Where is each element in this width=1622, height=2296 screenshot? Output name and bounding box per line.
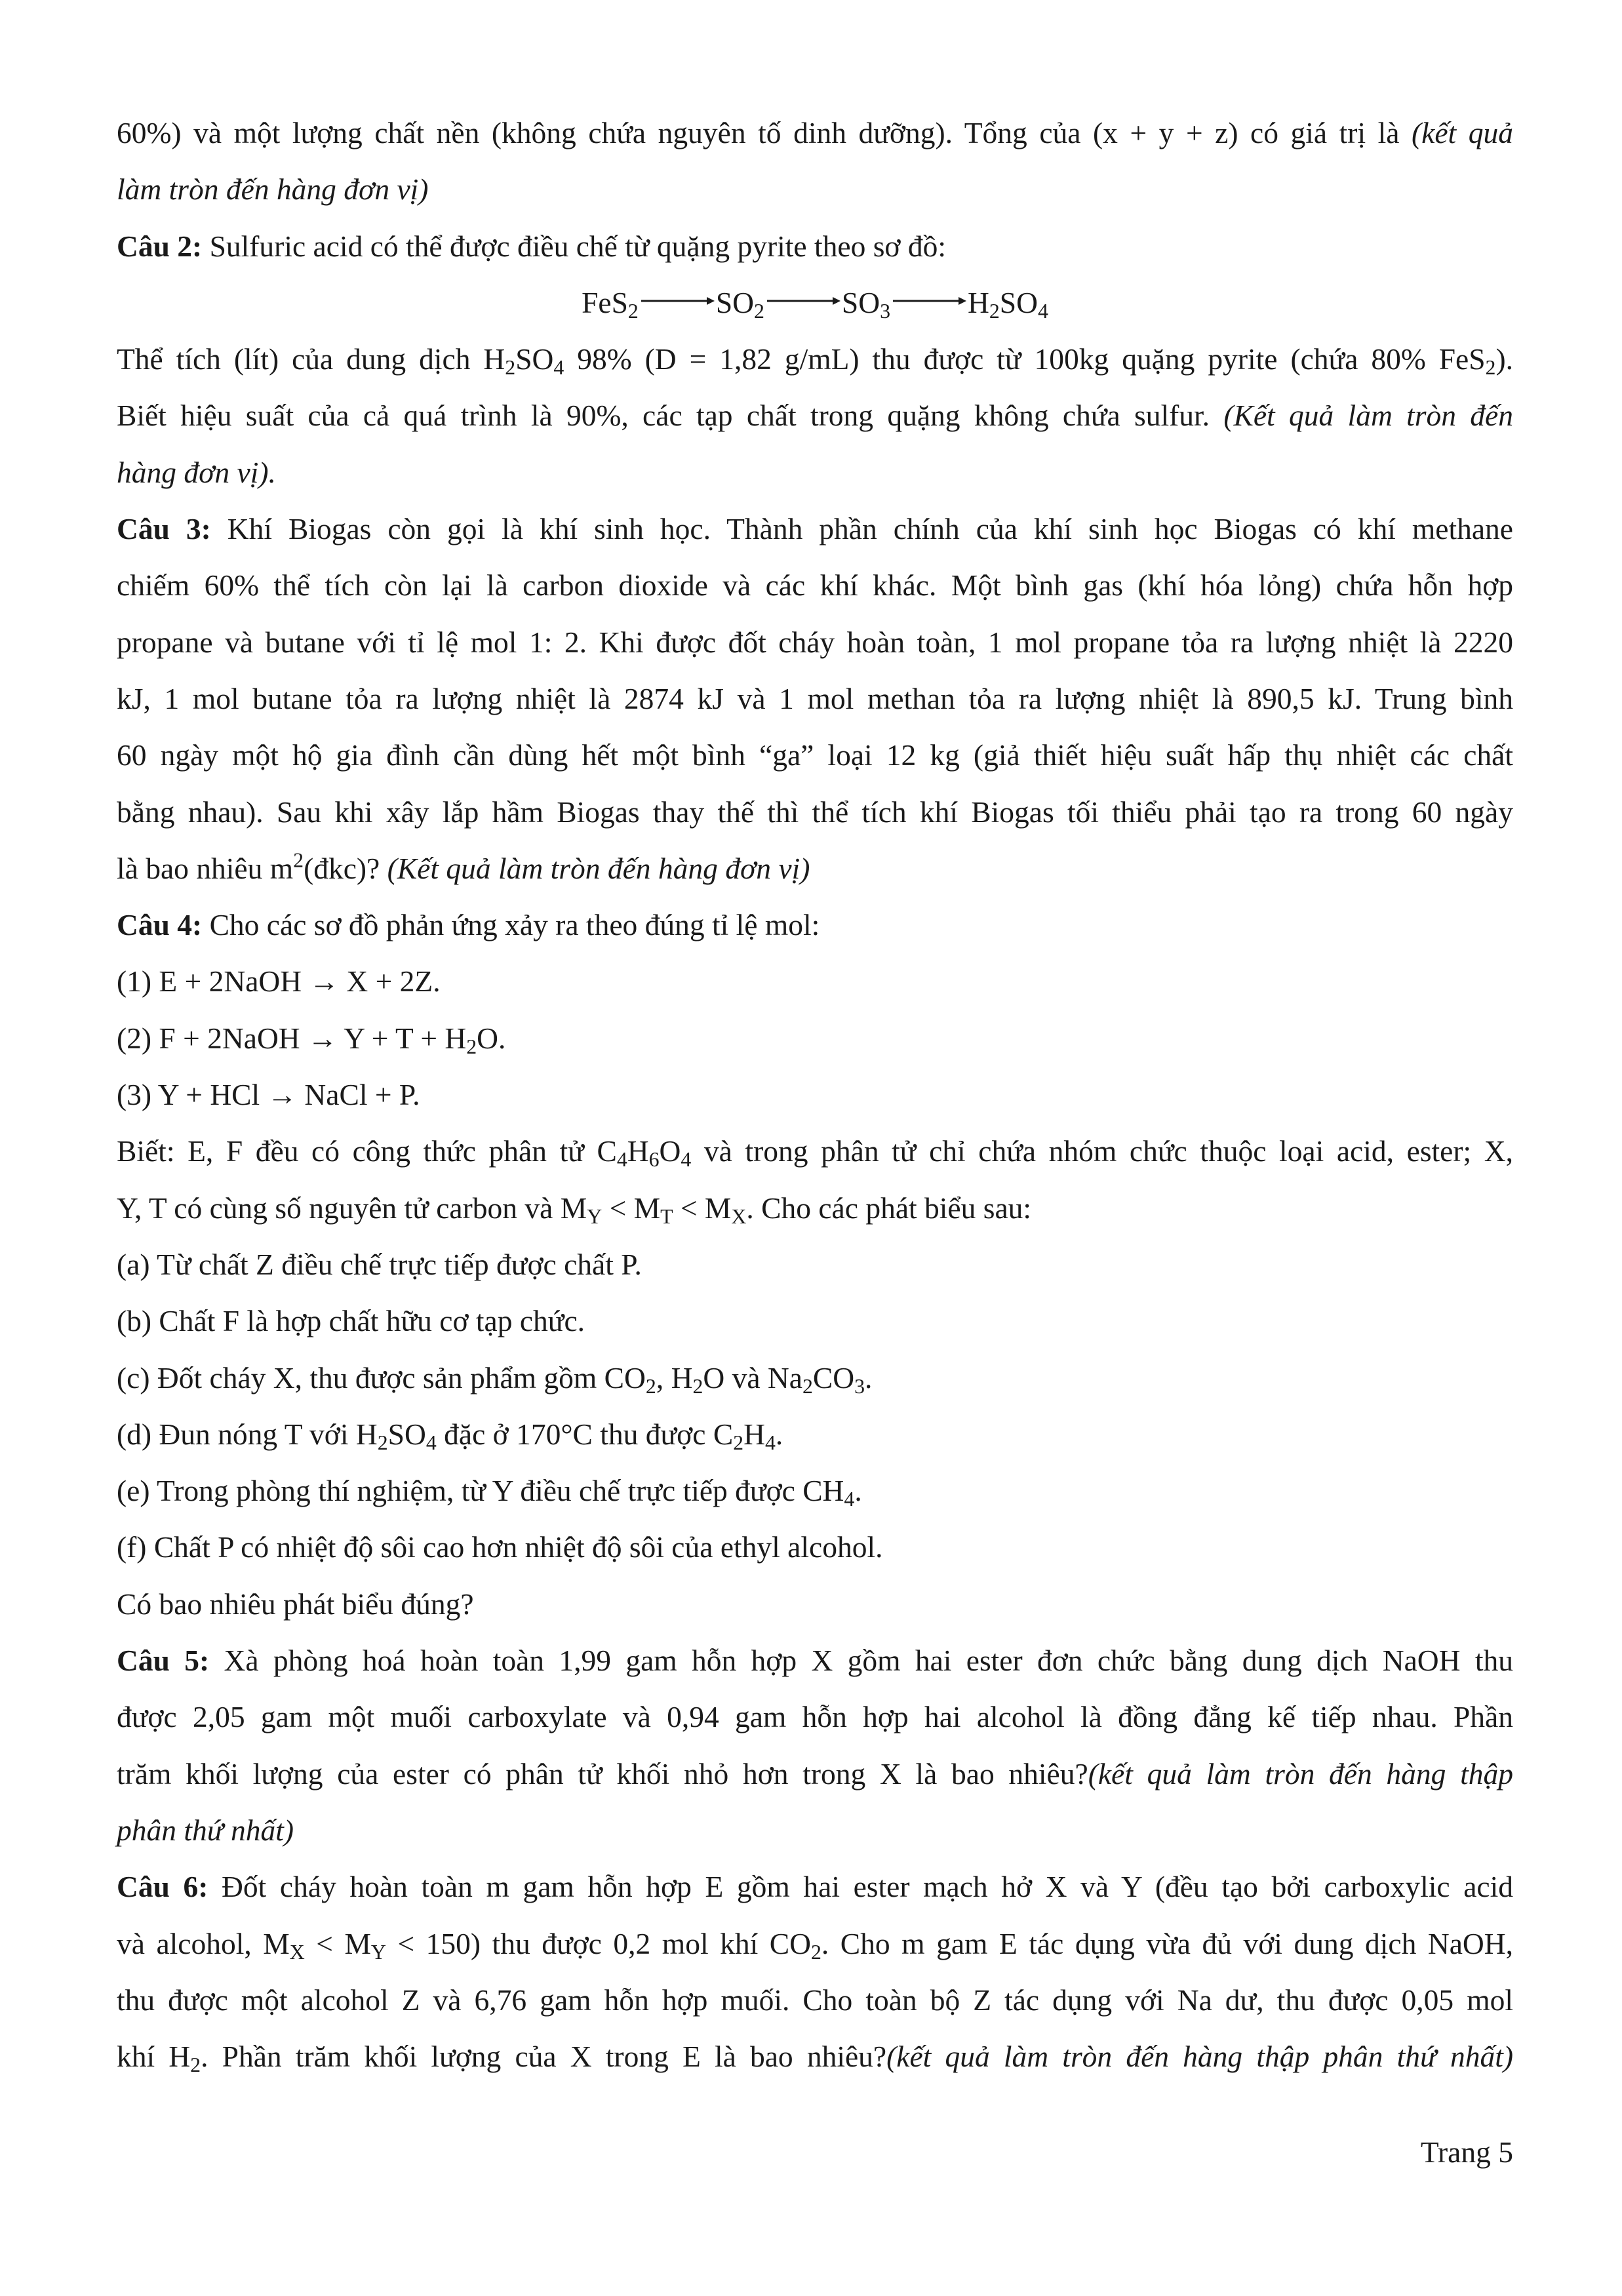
text: (2) F + 2NaOH → Y + T + H — [117, 1021, 467, 1055]
subscript: 4 — [844, 1488, 855, 1511]
formula-so3: SO — [841, 285, 880, 319]
subscript: 2 — [692, 1374, 703, 1398]
q6-label: Câu 6: — [117, 1870, 208, 1904]
subscript: 4 — [425, 1431, 437, 1454]
text: < M — [673, 1191, 732, 1225]
q2-label: Câu 2: — [117, 229, 203, 263]
q4-reaction-3: (3) Y + HCl → NaCl + P. — [117, 1078, 420, 1112]
q2-line-4: hàng đơn vị). — [117, 455, 276, 489]
q2-note: (Kết quả làm tròn đến — [1223, 399, 1513, 433]
text: khí H — [117, 2040, 191, 2074]
text: Biết hiệu suất của cả quá trình là 90%, các tạp chất trong quặng không chứa sulfur. — [117, 399, 1224, 433]
subscript: T — [660, 1204, 673, 1228]
text: Y, T có cùng số nguyên tử carbon và M — [117, 1191, 587, 1225]
subscript: 2 — [754, 299, 764, 323]
q2-text: Sulfuric acid có thể được điều chế từ quặng pyrite theo sơ đồ: — [202, 229, 946, 263]
subscript: 2 — [190, 2053, 201, 2077]
arrow-icon — [764, 296, 842, 306]
text: . — [854, 1474, 862, 1508]
statement-b: (b) Chất F là hợp chất hữu cơ tạp chức. — [117, 1304, 585, 1338]
q3-line-7 — [117, 841, 1513, 897]
subscript: 4 — [1037, 299, 1048, 323]
text: < M — [602, 1191, 661, 1225]
text: (e) Trong phòng thí nghiệm, từ Y điều chế trực tiếp được CH — [117, 1474, 844, 1508]
q2-line-2 — [117, 331, 1513, 387]
text: 98% (D = 1,82 g/mL) thu được từ 100kg quặng pyrite (chứa 80% FeS — [564, 342, 1486, 376]
text: (đkc)? — [304, 851, 387, 885]
text: CO — [812, 1360, 855, 1395]
text: O — [659, 1134, 681, 1168]
q5-line-2: được 2,05 gam một muối carboxylate và 0,94 gam hỗn hợp hai alcohol là đồng đẳng kế tiếp nhau. Phần — [117, 1700, 1513, 1734]
q3-note: (Kết quả làm tròn đến hàng đơn vị) — [387, 851, 810, 885]
q3-line-5: 60 ngày một hộ gia đình cần dùng hết một bình “ga” loại 12 kg (giả thiết hiệu suất hấp thụ nhiệt các chất — [117, 738, 1513, 772]
text: Khí Biogas còn gọi là khí sinh học. Thành phần chính của khí sinh học Biogas có khí methane — [210, 512, 1513, 546]
subscript: X — [289, 1940, 305, 1964]
question-2 — [117, 218, 1513, 501]
subscript: 4 — [553, 356, 564, 380]
subscript: 2 — [733, 1431, 744, 1454]
statement-d — [117, 1406, 1513, 1463]
subscript: Y — [370, 1940, 386, 1964]
text: O và Na — [703, 1360, 802, 1395]
subscript: 2 — [627, 299, 639, 323]
text: Cho các sơ đồ phản ứng xảy ra theo đúng tỉ lệ mol: — [202, 908, 820, 942]
text: SO — [515, 342, 554, 376]
intro-text: 60%) và một lượng chất nền (không chứa nguyên tố dinh dưỡng). Tổng của (x + y + z) có giá trị là — [117, 116, 1412, 149]
q2-line-3 — [117, 387, 1513, 444]
q4-label: Câu 4: — [117, 908, 203, 942]
q3-label: Câu 3: — [117, 512, 211, 546]
q5-note: (kết quả làm tròn đến hàng thập — [1088, 1756, 1513, 1791]
text: SO — [387, 1417, 426, 1451]
subscript: 2 — [802, 1374, 813, 1398]
page-number: Trang 5 — [1420, 2135, 1513, 2169]
q4-line-1 — [117, 897, 1513, 953]
formula-so2: SO — [715, 285, 754, 319]
document-page — [117, 105, 1513, 2085]
text: . — [865, 1360, 873, 1395]
text: Biết: E, F đều có công thức phân tử C — [117, 1134, 617, 1168]
subscript: 2 — [377, 1431, 388, 1454]
q5-line-4: phân thứ nhất) — [117, 1813, 294, 1847]
q5-line-1 — [117, 1633, 1513, 1689]
formula-h2so4: H — [968, 285, 989, 319]
subscript: 3 — [880, 299, 891, 323]
statement-e — [117, 1463, 1513, 1519]
q2-line-1 — [117, 218, 1513, 275]
text: Đốt cháy hoàn toàn m gam hỗn hợp E gồm hai ester mạch hở X và Y (đều tạo bởi carboxylic acid — [208, 1870, 1513, 1904]
text: ). — [1495, 342, 1513, 376]
text: đặc ở 170°C thu được C — [436, 1417, 734, 1451]
question-4 — [117, 897, 1513, 1633]
q2-reaction-scheme — [117, 275, 1513, 331]
text: và trong phân tử chỉ chứa nhóm chức thuộc loại acid, ester; X, — [691, 1134, 1513, 1168]
statement-f: (f) Chất P có nhiệt độ sôi cao hơn nhiệt độ sôi của ethyl alcohol. — [117, 1530, 883, 1564]
q4-ask: Có bao nhiêu phát biểu đúng? — [117, 1587, 474, 1621]
text: . — [775, 1417, 783, 1451]
text: . Cho m gam E tác dụng vừa đủ với dung dịch NaOH, — [821, 1926, 1513, 1960]
subscript: 2 — [645, 1374, 656, 1398]
text: H — [743, 1417, 765, 1451]
question-5 — [117, 1633, 1513, 1859]
text: , H — [656, 1360, 693, 1395]
q4-reaction-2 — [117, 1010, 1513, 1067]
text: < 150) thu được 0,2 mol khí CO — [386, 1926, 811, 1960]
q5-line-3 — [117, 1746, 1513, 1802]
text: < M — [304, 1926, 371, 1960]
text: là bao nhiêu m — [117, 851, 294, 885]
q3-line-1 — [117, 501, 1513, 557]
subscript: 2 — [810, 1940, 821, 1964]
subscript: 3 — [854, 1374, 865, 1398]
q4-given-2 — [117, 1180, 1513, 1237]
subscript: 4 — [681, 1148, 692, 1172]
subscript: Y — [587, 1204, 603, 1228]
subscript: 2 — [1485, 356, 1496, 380]
q6-note: (kết quả làm tròn đến hàng thập phân thứ nhất) — [886, 2040, 1513, 2074]
text: Xà phòng hoá hoàn toàn 1,99 gam hỗn hợp X gồm hai ester đơn chức bằng dung dịch NaOH thu — [209, 1644, 1513, 1678]
text: . Phần trăm khối lượng của X trong E là bao nhiêu? — [201, 2040, 887, 2074]
q3-line-3: propane và butane với tỉ lệ mol 1: 2. Khi được đốt cháy hoàn toàn, 1 mol propane tỏa ra lượng nhiệt là 2220 — [117, 625, 1513, 659]
subscript: 2 — [989, 299, 1000, 323]
subscript: 4 — [764, 1431, 776, 1454]
text: (d) Đun nóng T với H — [117, 1417, 378, 1451]
q4-reaction-1: (1) E + 2NaOH → X + 2Z. — [117, 964, 441, 999]
formula-fes2: FeS — [582, 285, 628, 319]
subscript: 4 — [616, 1148, 627, 1172]
text: và alcohol, M — [117, 1926, 290, 1960]
q4-given-1 — [117, 1123, 1513, 1179]
text: (c) Đốt cháy X, thu được sản phẩm gồm CO — [117, 1360, 646, 1395]
text: H — [627, 1134, 649, 1168]
text: Thể tích (lít) của dung dịch H — [117, 342, 505, 376]
intro-note: (kết quả — [1412, 116, 1513, 149]
statement-c — [117, 1350, 1513, 1406]
superscript: 2 — [293, 848, 304, 872]
intro-line-1 — [117, 105, 1513, 161]
q6-line-1 — [117, 1859, 1513, 1915]
subscript: X — [731, 1204, 747, 1228]
text: trăm khối lượng của ester có phân tử khối nhỏ hơn trong X là bao nhiêu? — [117, 1756, 1088, 1791]
q3-line-6: bằng nhau). Sau khi xây lắp hầm Biogas thay thế thì thể tích khí Biogas tối thiểu phải tạo ra trong 60 ngày — [117, 795, 1513, 829]
q6-line-3: thu được một alcohol Z và 6,76 gam hỗn hợp muối. Cho toàn bộ Z tác dụng với Na dư, thu được 0,05 mol — [117, 1983, 1513, 2017]
question-6 — [117, 1859, 1513, 2085]
intro-paragraph — [117, 105, 1513, 218]
arrow-icon — [890, 296, 968, 306]
subscript: 2 — [505, 356, 516, 380]
text: O. — [477, 1021, 506, 1055]
formula-part: SO — [999, 285, 1038, 319]
q3-line-4: kJ, 1 mol butane tỏa ra lượng nhiệt là 2874 kJ và 1 mol methan tỏa ra lượng nhiệt là 890,5 kJ. Trung bình — [117, 681, 1513, 715]
q6-line-4 — [117, 2029, 1513, 2085]
subscript: 6 — [648, 1148, 660, 1172]
statement-a: (a) Từ chất Z điều chế trực tiếp được chất P. — [117, 1247, 642, 1281]
question-3 — [117, 501, 1513, 897]
text: . Cho các phát biểu sau: — [746, 1191, 1032, 1225]
q6-line-2 — [117, 1916, 1513, 1972]
q3-line-2: chiếm 60% thể tích còn lại là carbon dioxide và các khí khác. Một bình gas (khí hóa lỏng) chứa hỗn hợp — [117, 568, 1513, 603]
intro-line-2: làm tròn đến hàng đơn vị) — [117, 172, 429, 207]
q5-label: Câu 5: — [117, 1644, 210, 1678]
subscript: 2 — [466, 1035, 477, 1058]
arrow-icon — [639, 296, 716, 306]
